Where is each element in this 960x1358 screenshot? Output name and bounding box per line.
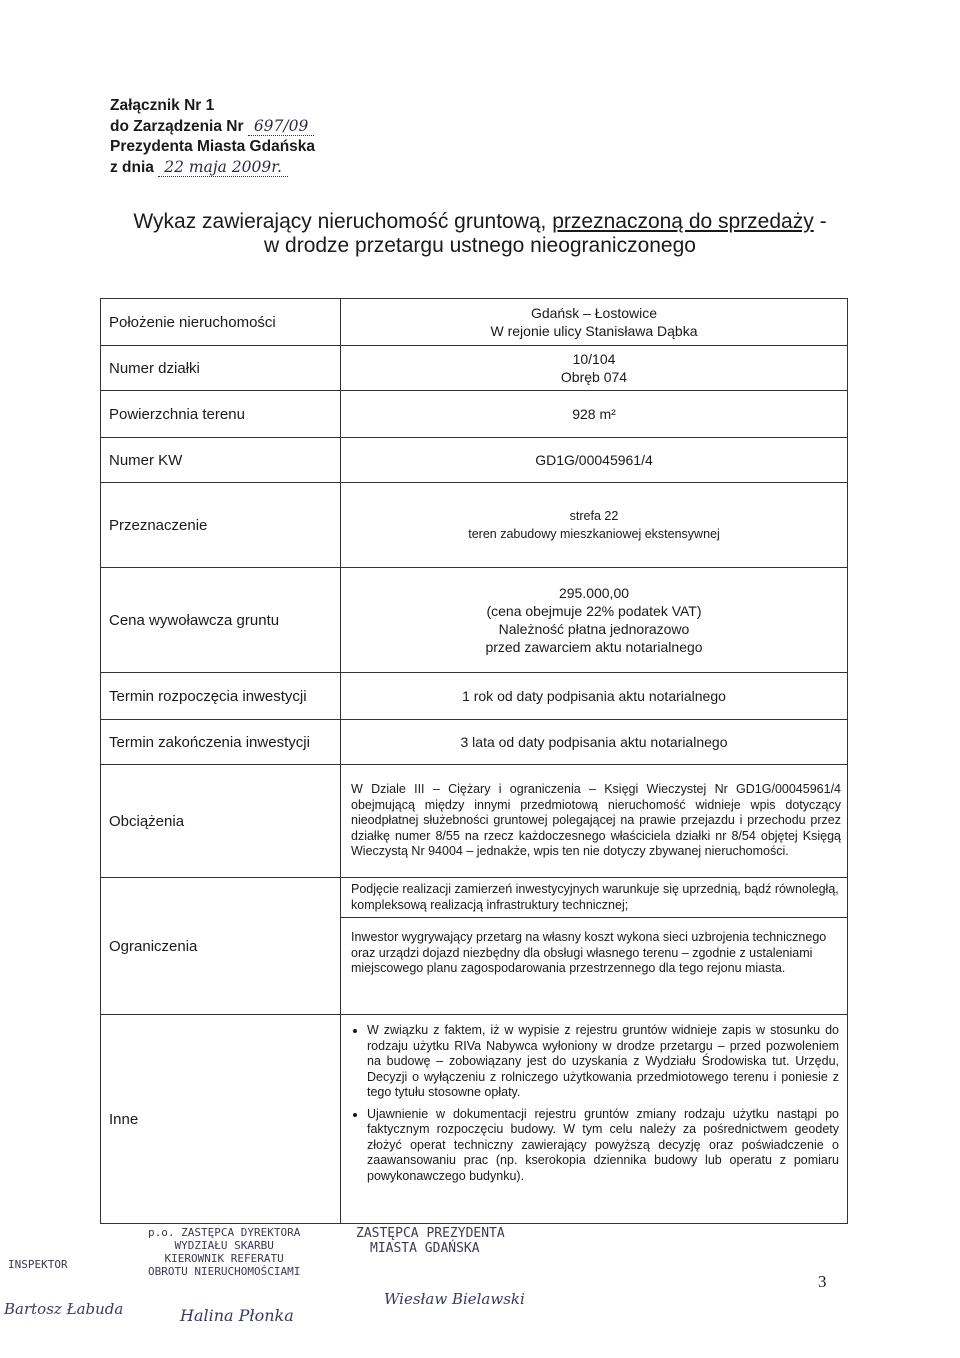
inne-item-1: • W związku z faktem, iż w wypisie z rejestru gruntów widnieje zapis w stosunku do rodzaju użytku RIVa Nabywca wyłoniony w drodze przetargu – przed pozwoleniem na budowę – zobowiązany jest do uzyskania z Wydziału Środowiska tut. Urzędu, Decyzji o wyłączeniu z rolniczego użytkowania przedmiotowego terenu i poniesie z tego tytułu stosowne opłaty.: [367, 1023, 847, 1101]
value-numer-kw: GD1G/00045961/4: [535, 452, 653, 468]
value-strefa: strefa 22: [569, 509, 619, 523]
row-termin-zakonczenia: [101, 720, 847, 765]
value-polozenie-2: W rejonie ulicy Stanisława Dąbka: [490, 323, 698, 339]
label-polozenie: Położenie nieruchomości: [101, 299, 341, 345]
value-obreb: Obręb 074: [560, 369, 628, 385]
header-line-date: z dnia 22 maja 2009r.: [110, 157, 315, 178]
inspector-stamp: [8, 1258, 68, 1271]
value-powierzchnia: 928 m²: [572, 406, 616, 422]
row-przeznaczenie: [101, 483, 847, 568]
deputy-mayor-stamp: ZASTĘPCA PREZYDENTA MIASTA GDAŃSKA: [356, 1226, 505, 1256]
value-cena-termin: przed zawarciem aktu notarialnego: [485, 639, 703, 655]
row-termin-rozpoczecia: [101, 673, 847, 720]
row-powierzchnia: [101, 391, 847, 438]
label-termin-rozpoczecia: Termin rozpoczęcia inwestycji: [101, 673, 341, 719]
handwritten-date: 22 maja 2009r.: [158, 158, 288, 177]
property-table: [100, 298, 848, 1224]
title-line-2: w drodze przetargu ustnego nieograniczonego: [264, 234, 696, 257]
page-number: 3: [818, 1272, 827, 1291]
header-line-order: do Zarządzenia Nr 697/09: [110, 116, 315, 137]
header-line-mayor: Prezydenta Miasta Gdańska: [110, 138, 316, 155]
value-termin-zakonczenia: 3 lata od daty podpisania aktu notarialnego: [460, 734, 728, 750]
label-numer-kw: Numer KW: [101, 438, 341, 482]
value-cena-platnosc: Należność płatna jednorazowo: [498, 621, 690, 637]
deputy-director-signature: Halina Płonka: [180, 1306, 294, 1325]
label-przeznaczenie: Przeznaczenie: [101, 483, 341, 567]
value-termin-rozpoczecia: 1 rok od daty podpisania aktu notarialnego: [462, 688, 726, 704]
value-ograniczenia-2: Inwestor wygrywający przetarg na własny koszt wykona sieci uzbrojenia technicznego oraz urządzi dojazd niezbędny dla obsługi własnego terenu – zgodnie z ustaleniami miejscowego planu zagospodarowania przestrzennego dla tego rejonu miasta.: [351, 930, 827, 975]
value-ograniczenia-1: Podjęcie realizacji zamierzeń inwestycyjnych warunkuje się uprzednią, bądź równoległą, kompleksową realizacją infrastruktury technicznej;: [341, 878, 847, 918]
value-cena-vat: (cena obejmuje 22% podatek VAT): [486, 603, 702, 619]
inspector-signature: Bartosz Łabuda: [4, 1300, 124, 1318]
label-numer-dzialki: Numer działki: [101, 346, 341, 390]
label-ograniczenia: Ograniczenia: [101, 878, 341, 1014]
row-numer-dzialki: [101, 346, 847, 391]
inne-list: [341, 1023, 847, 1190]
document-header: [110, 96, 315, 178]
value-obciazenia: W Dziale III – Ciężary i ograniczenia – Księgi Wieczystej Nr GD1G/00045961/4 obejmującą między innymi przedmiotową nieruchomość widnieje wpis dotyczący nieodpłatnej służebności gruntowej polegającej na prawie przejazdu i przechodu przez działkę numer 8/55 na rzecz każdoczesnego właściciela działki nr 8/54 objętej Księgą Wieczystą Nr 94004 – jednakże, wpis ten nie dotyczy zbywanej nieruchomości.: [351, 782, 841, 859]
label-powierzchnia: Powierzchnia terenu: [101, 391, 341, 437]
label-inne: Inne: [101, 1015, 341, 1223]
row-numer-kw: [101, 438, 847, 483]
document-title: Wykaz zawierający nieruchomość gruntową, przeznaczoną do sprzedaży - w drodze przetargu ustnego nieograniczonego: [0, 210, 960, 258]
label-termin-zakonczenia: Termin zakończenia inwestycji: [101, 720, 341, 764]
value-numer-dzialki: 10/104: [572, 351, 616, 367]
handwritten-order-number: 697/09: [248, 117, 315, 136]
row-polozenie: [101, 299, 847, 346]
row-obciazenia: [101, 765, 847, 878]
label-obciazenia: Obciążenia: [101, 765, 341, 877]
row-cena: [101, 568, 847, 673]
value-polozenie-1: Gdańsk – Łostowice: [530, 305, 658, 321]
row-inne: [101, 1015, 847, 1223]
inne-item-2: • Ujawnienie w dokumentacji rejestru gruntów zmiany rodzaju użytku nastąpi po faktycznym rozpoczęciu budowy. W tym celu należy za pośrednictwem geodety złożyć operat techniczny zawierający powyższą decyzję oraz poświadczenie o zaawansowaniu prac (np. kserokopia dziennika budowy lub operatu z pomiaru powykonawczego budynku).: [367, 1107, 847, 1185]
title-underlined: przeznaczoną do sprzedaży: [552, 210, 814, 233]
value-przeznaczenie: teren zabudowy mieszkaniowej ekstensywnej: [468, 527, 720, 541]
inspector-stamp-title: INSPEKTOR: [8, 1258, 68, 1271]
value-cena: 295.000,00: [558, 585, 630, 601]
header-line-attachment: Załącznik Nr 1: [110, 97, 215, 114]
deputy-mayor-signature: Wiesław Bielawski: [384, 1290, 525, 1308]
deputy-director-stamp: p.o. ZASTĘPCA DYREKTORA WYDZIAŁU SKARBU KIEROWNIK REFERATU OBROTU NIERUCHOMOŚCIAMI: [148, 1226, 301, 1278]
row-ograniczenia: [101, 878, 847, 1015]
label-cena: Cena wywoławcza gruntu: [101, 568, 341, 672]
